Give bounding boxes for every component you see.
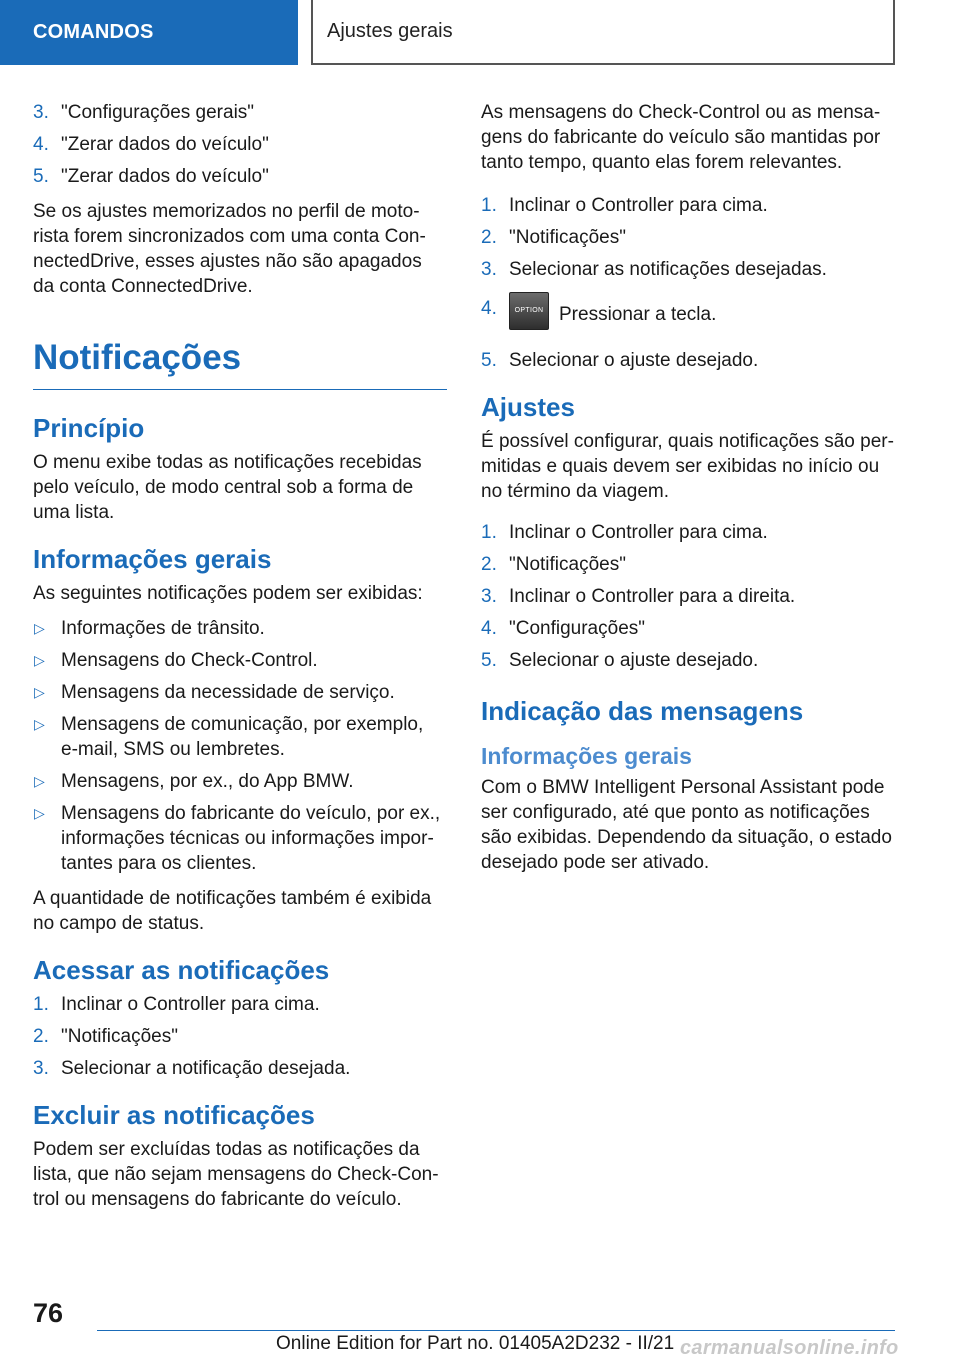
- heading-informacoes-gerais-2: Informações gerais: [481, 743, 692, 769]
- step-number: 1.: [481, 522, 497, 543]
- step-number: 3.: [481, 259, 497, 280]
- watermark: carmanualsonline.info: [680, 1337, 899, 1359]
- step-text: Inclinar o Controller para cima.: [509, 522, 768, 543]
- bullet-text: Mensagens de comunicação, por exemplo, e-mail, SMS ou lembretes.: [61, 714, 424, 760]
- list-item: [481, 584, 895, 609]
- section-tab: COMANDOS: [0, 0, 298, 65]
- step-number: 4.: [481, 298, 497, 319]
- step-text: "Notificações": [61, 1026, 178, 1047]
- paragraph: É possível configurar, quais notificações são permitidas e quais devem ser exibidas no início ou no término da viagem.: [481, 431, 894, 502]
- heading-indicacao: Indicação das mensagens: [481, 696, 804, 726]
- list-item: [481, 348, 895, 373]
- bullet-text: Informações de trânsito.: [61, 618, 265, 639]
- paragraph: As mensagens do Check-Control ou as mensagens do fabricante do veículo são mantidas por tanto tempo, quanto elas forem relevantes.: [481, 102, 881, 173]
- step-list: [33, 100, 447, 189]
- list-item: [33, 100, 447, 125]
- list-item: [33, 648, 447, 673]
- triangle-bullet-icon: ▷: [34, 652, 45, 668]
- list-item: [33, 769, 447, 794]
- step-text: "Configurações gerais": [61, 102, 255, 123]
- list-item: [481, 616, 895, 641]
- list-item: [481, 257, 895, 282]
- footer-divider: [97, 1330, 895, 1331]
- heading-acessar: Acessar as notificações: [33, 955, 330, 985]
- step-text: Selecionar o ajuste desejado.: [509, 650, 759, 671]
- step-number: 5.: [481, 350, 497, 371]
- paragraph: As seguintes notificações podem ser exibidas:: [33, 583, 423, 604]
- chapter-title: Ajustes gerais: [311, 0, 895, 65]
- list-item: [33, 616, 447, 641]
- step-number: 3.: [33, 1058, 49, 1079]
- step-number: 4.: [33, 134, 49, 155]
- step-text: "Configurações": [509, 618, 646, 639]
- step-text: Inclinar o Controller para cima.: [61, 994, 320, 1015]
- triangle-bullet-icon: ▷: [34, 684, 45, 700]
- step-text: "Notificações": [509, 554, 626, 575]
- step-number: 4.: [481, 618, 497, 639]
- bullet-text: Mensagens, por ex., do App BMW.: [61, 771, 354, 792]
- step-list: [33, 992, 447, 1081]
- bullet-list: [33, 616, 447, 876]
- step-list: [481, 520, 895, 673]
- list-item: [33, 132, 447, 157]
- step-number: 3.: [481, 586, 497, 607]
- step-list: [481, 193, 895, 373]
- step-text: Selecionar as notificações desejadas.: [509, 259, 827, 280]
- list-item: [481, 648, 895, 673]
- edition-text: Online Edition for Part no. 01405A2D232 - II/21: [276, 1333, 675, 1354]
- paragraph: O menu exibe todas as notificações recebidas pelo veículo, de modo central sob a forma de uma lista.: [33, 452, 422, 523]
- step-text: "Zerar dados do veículo": [61, 166, 269, 187]
- list-item: [33, 1056, 447, 1081]
- option-key-icon: OPTION: [509, 292, 549, 330]
- right-column: [481, 100, 895, 885]
- bullet-text: Mensagens do Check-Control.: [61, 650, 318, 671]
- list-item: [33, 1024, 447, 1049]
- bullet-text: Mensagens do fabricante do veículo, por ex., informações técnicas ou informações importantes para os clientes.: [61, 803, 441, 874]
- triangle-bullet-icon: ▷: [34, 805, 45, 821]
- step-number: 5.: [33, 166, 49, 187]
- list-item: [481, 193, 895, 218]
- step-number: 1.: [33, 994, 49, 1015]
- list-item: [33, 712, 447, 762]
- step-text: Inclinar o Controller para a direita.: [509, 586, 796, 607]
- step-number: 2.: [481, 554, 497, 575]
- triangle-bullet-icon: ▷: [34, 620, 45, 636]
- paragraph: A quantidade de notificações também é exibida no campo de status.: [33, 888, 432, 934]
- bullet-text: Mensagens da necessidade de serviço.: [61, 682, 395, 703]
- step-text: Selecionar o ajuste desejado.: [509, 350, 759, 371]
- step-text: "Notificações": [509, 227, 626, 248]
- list-item: [481, 520, 895, 545]
- list-item: [33, 680, 447, 705]
- list-item: [481, 296, 895, 334]
- page-number: 76: [33, 1298, 64, 1328]
- step-text: Selecionar a notificação desejada.: [61, 1058, 351, 1079]
- list-item: [481, 225, 895, 250]
- step-number: 5.: [481, 650, 497, 671]
- paragraph: Com o BMW Intelligent Personal Assistant pode ser configurado, até que ponto as notificações são exibidas. Dependendo da situação, o estado desejado pode ser ativado.: [481, 777, 892, 873]
- step-number: 2.: [33, 1026, 49, 1047]
- triangle-bullet-icon: ▷: [34, 716, 45, 732]
- heading-ajustes: Ajustes: [481, 392, 575, 422]
- heading-excluir: Excluir as notificações: [33, 1100, 315, 1130]
- page-title: Notificações: [33, 337, 447, 390]
- step-number: 3.: [33, 102, 49, 123]
- list-item: [481, 552, 895, 577]
- step-number: 1.: [481, 195, 497, 216]
- step-number: 2.: [481, 227, 497, 248]
- list-item: [33, 164, 447, 189]
- paragraph: Podem ser excluídas todas as notificações da lista, que não sejam mensagens do Check-Control ou mensagens do fabricante do veículo.: [33, 1139, 439, 1210]
- step-text: Pressionar a tecla.: [559, 304, 717, 326]
- heading-informacoes-gerais: Informações gerais: [33, 544, 272, 574]
- list-item: [33, 801, 447, 876]
- triangle-bullet-icon: ▷: [34, 773, 45, 789]
- heading-principio: Princípio: [33, 413, 145, 443]
- step-text: "Zerar dados do veículo": [61, 134, 269, 155]
- left-column: [33, 100, 447, 1222]
- list-item: [33, 992, 447, 1017]
- paragraph: Se os ajustes memorizados no perfil de motorista forem sincronizados com uma conta ConnectedDrive, esses ajustes não são apagados da conta ConnectedDrive.: [33, 201, 426, 297]
- step-text: Inclinar o Controller para cima.: [509, 195, 768, 216]
